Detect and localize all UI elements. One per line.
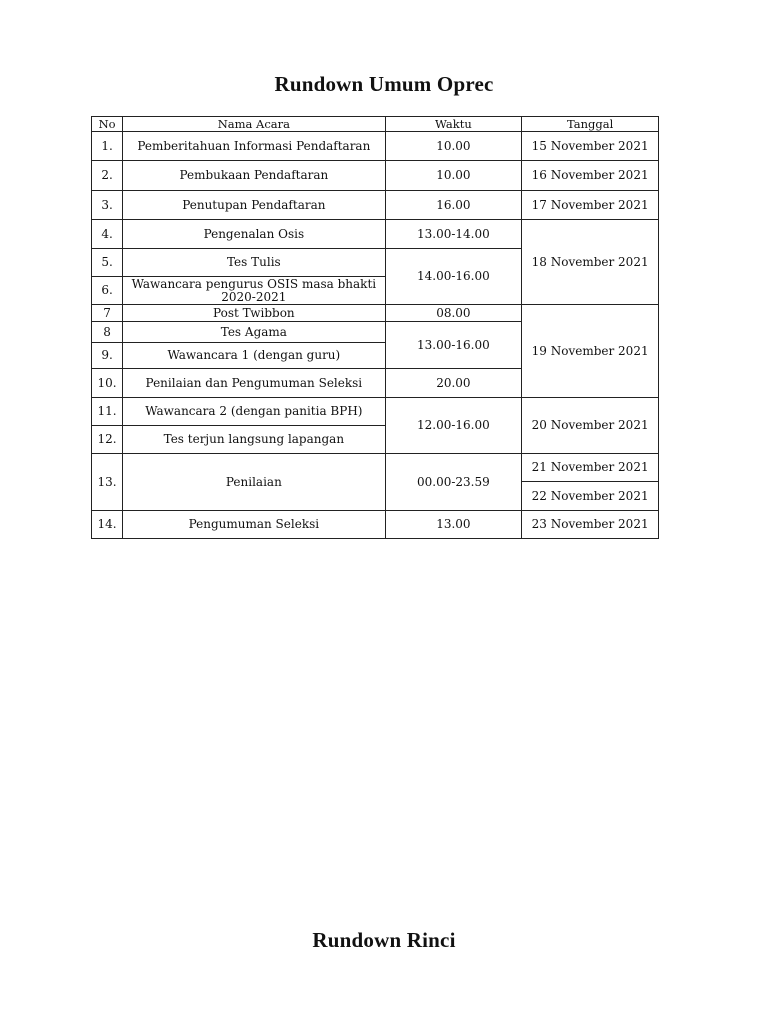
cell-waktu: 10.00: [385, 161, 522, 191]
table-row: [92, 132, 659, 161]
cell-no: 10.: [92, 369, 123, 398]
cell-tanggal: 16 November 2021: [522, 161, 659, 191]
header-nama-acara: Nama Acara: [123, 117, 385, 132]
cell-no: 9.: [92, 343, 123, 369]
page-title: Rundown Umum Oprec: [274, 72, 494, 96]
table-header-row: [92, 117, 659, 132]
cell-waktu: 08.00: [385, 305, 522, 322]
rundown-table: [91, 116, 659, 539]
cell-nama-acara: Pembukaan Pendaftaran: [123, 161, 385, 191]
cell-nama-acara: Wawancara 2 (dengan panitia BPH): [123, 398, 385, 426]
cell-nama-acara: Penilaian: [123, 454, 385, 511]
cell-nama-acara: Tes Tulis: [123, 249, 385, 277]
cell-tanggal: 20 November 2021: [522, 398, 659, 454]
cell-nama-acara: Pengumuman Seleksi: [123, 511, 385, 539]
table-row: [92, 220, 659, 249]
cell-no: 2.: [92, 161, 123, 191]
table-row: [92, 161, 659, 191]
table-row: [92, 191, 659, 220]
table-row: [92, 511, 659, 539]
cell-nama-acara: Tes Agama: [123, 322, 385, 343]
header-waktu: Waktu: [385, 117, 522, 132]
cell-tanggal: 23 November 2021: [522, 511, 659, 539]
cell-nama-acara: Pemberitahuan Informasi Pendaftaran: [123, 132, 385, 161]
cell-tanggal: 17 November 2021: [522, 191, 659, 220]
cell-no: 13.: [92, 454, 123, 511]
cell-waktu: 10.00: [385, 132, 522, 161]
cell-nama-acara: Wawancara pengurus OSIS masa bhakti 2020-2021: [123, 277, 385, 305]
cell-no: 5.: [92, 249, 123, 277]
cell-no: 14.: [92, 511, 123, 539]
header-tanggal: Tanggal: [522, 117, 659, 132]
cell-nama-acara: Penilaian dan Pengumuman Seleksi: [123, 369, 385, 398]
cell-no: 11.: [92, 398, 123, 426]
cell-tanggal: 15 November 2021: [522, 132, 659, 161]
cell-waktu: 13.00: [385, 511, 522, 539]
table-row: [92, 305, 659, 322]
cell-waktu: 20.00: [385, 369, 522, 398]
cell-no: 4.: [92, 220, 123, 249]
cell-tanggal: 22 November 2021: [522, 482, 659, 511]
cell-waktu: 12.00-16.00: [385, 398, 522, 454]
cell-waktu: 16.00: [385, 191, 522, 220]
cell-nama-acara: Penutupan Pendaftaran: [123, 191, 385, 220]
cell-nama-acara: Post Twibbon: [123, 305, 385, 322]
table-row: [92, 398, 659, 426]
cell-no: 8: [92, 322, 123, 343]
cell-nama-acara: Pengenalan Osis: [123, 220, 385, 249]
section-title: Rundown Rinci: [312, 928, 456, 952]
cell-waktu: 00.00-23.59: [385, 454, 522, 511]
cell-tanggal: 18 November 2021: [522, 220, 659, 305]
cell-tanggal: 21 November 2021: [522, 454, 659, 482]
cell-no: 1.: [92, 132, 123, 161]
cell-nama-acara: Tes terjun langsung lapangan: [123, 426, 385, 454]
cell-no: 12.: [92, 426, 123, 454]
cell-nama-acara: Wawancara 1 (dengan guru): [123, 343, 385, 369]
cell-waktu: 13.00-14.00: [385, 220, 522, 249]
cell-waktu: 14.00-16.00: [385, 249, 522, 305]
cell-no: 3.: [92, 191, 123, 220]
cell-no: 7: [92, 305, 123, 322]
cell-waktu: 13.00-16.00: [385, 322, 522, 369]
cell-no: 6.: [92, 277, 123, 305]
table-row: [92, 454, 659, 482]
header-no: No: [92, 117, 123, 132]
cell-tanggal: 19 November 2021: [522, 305, 659, 398]
